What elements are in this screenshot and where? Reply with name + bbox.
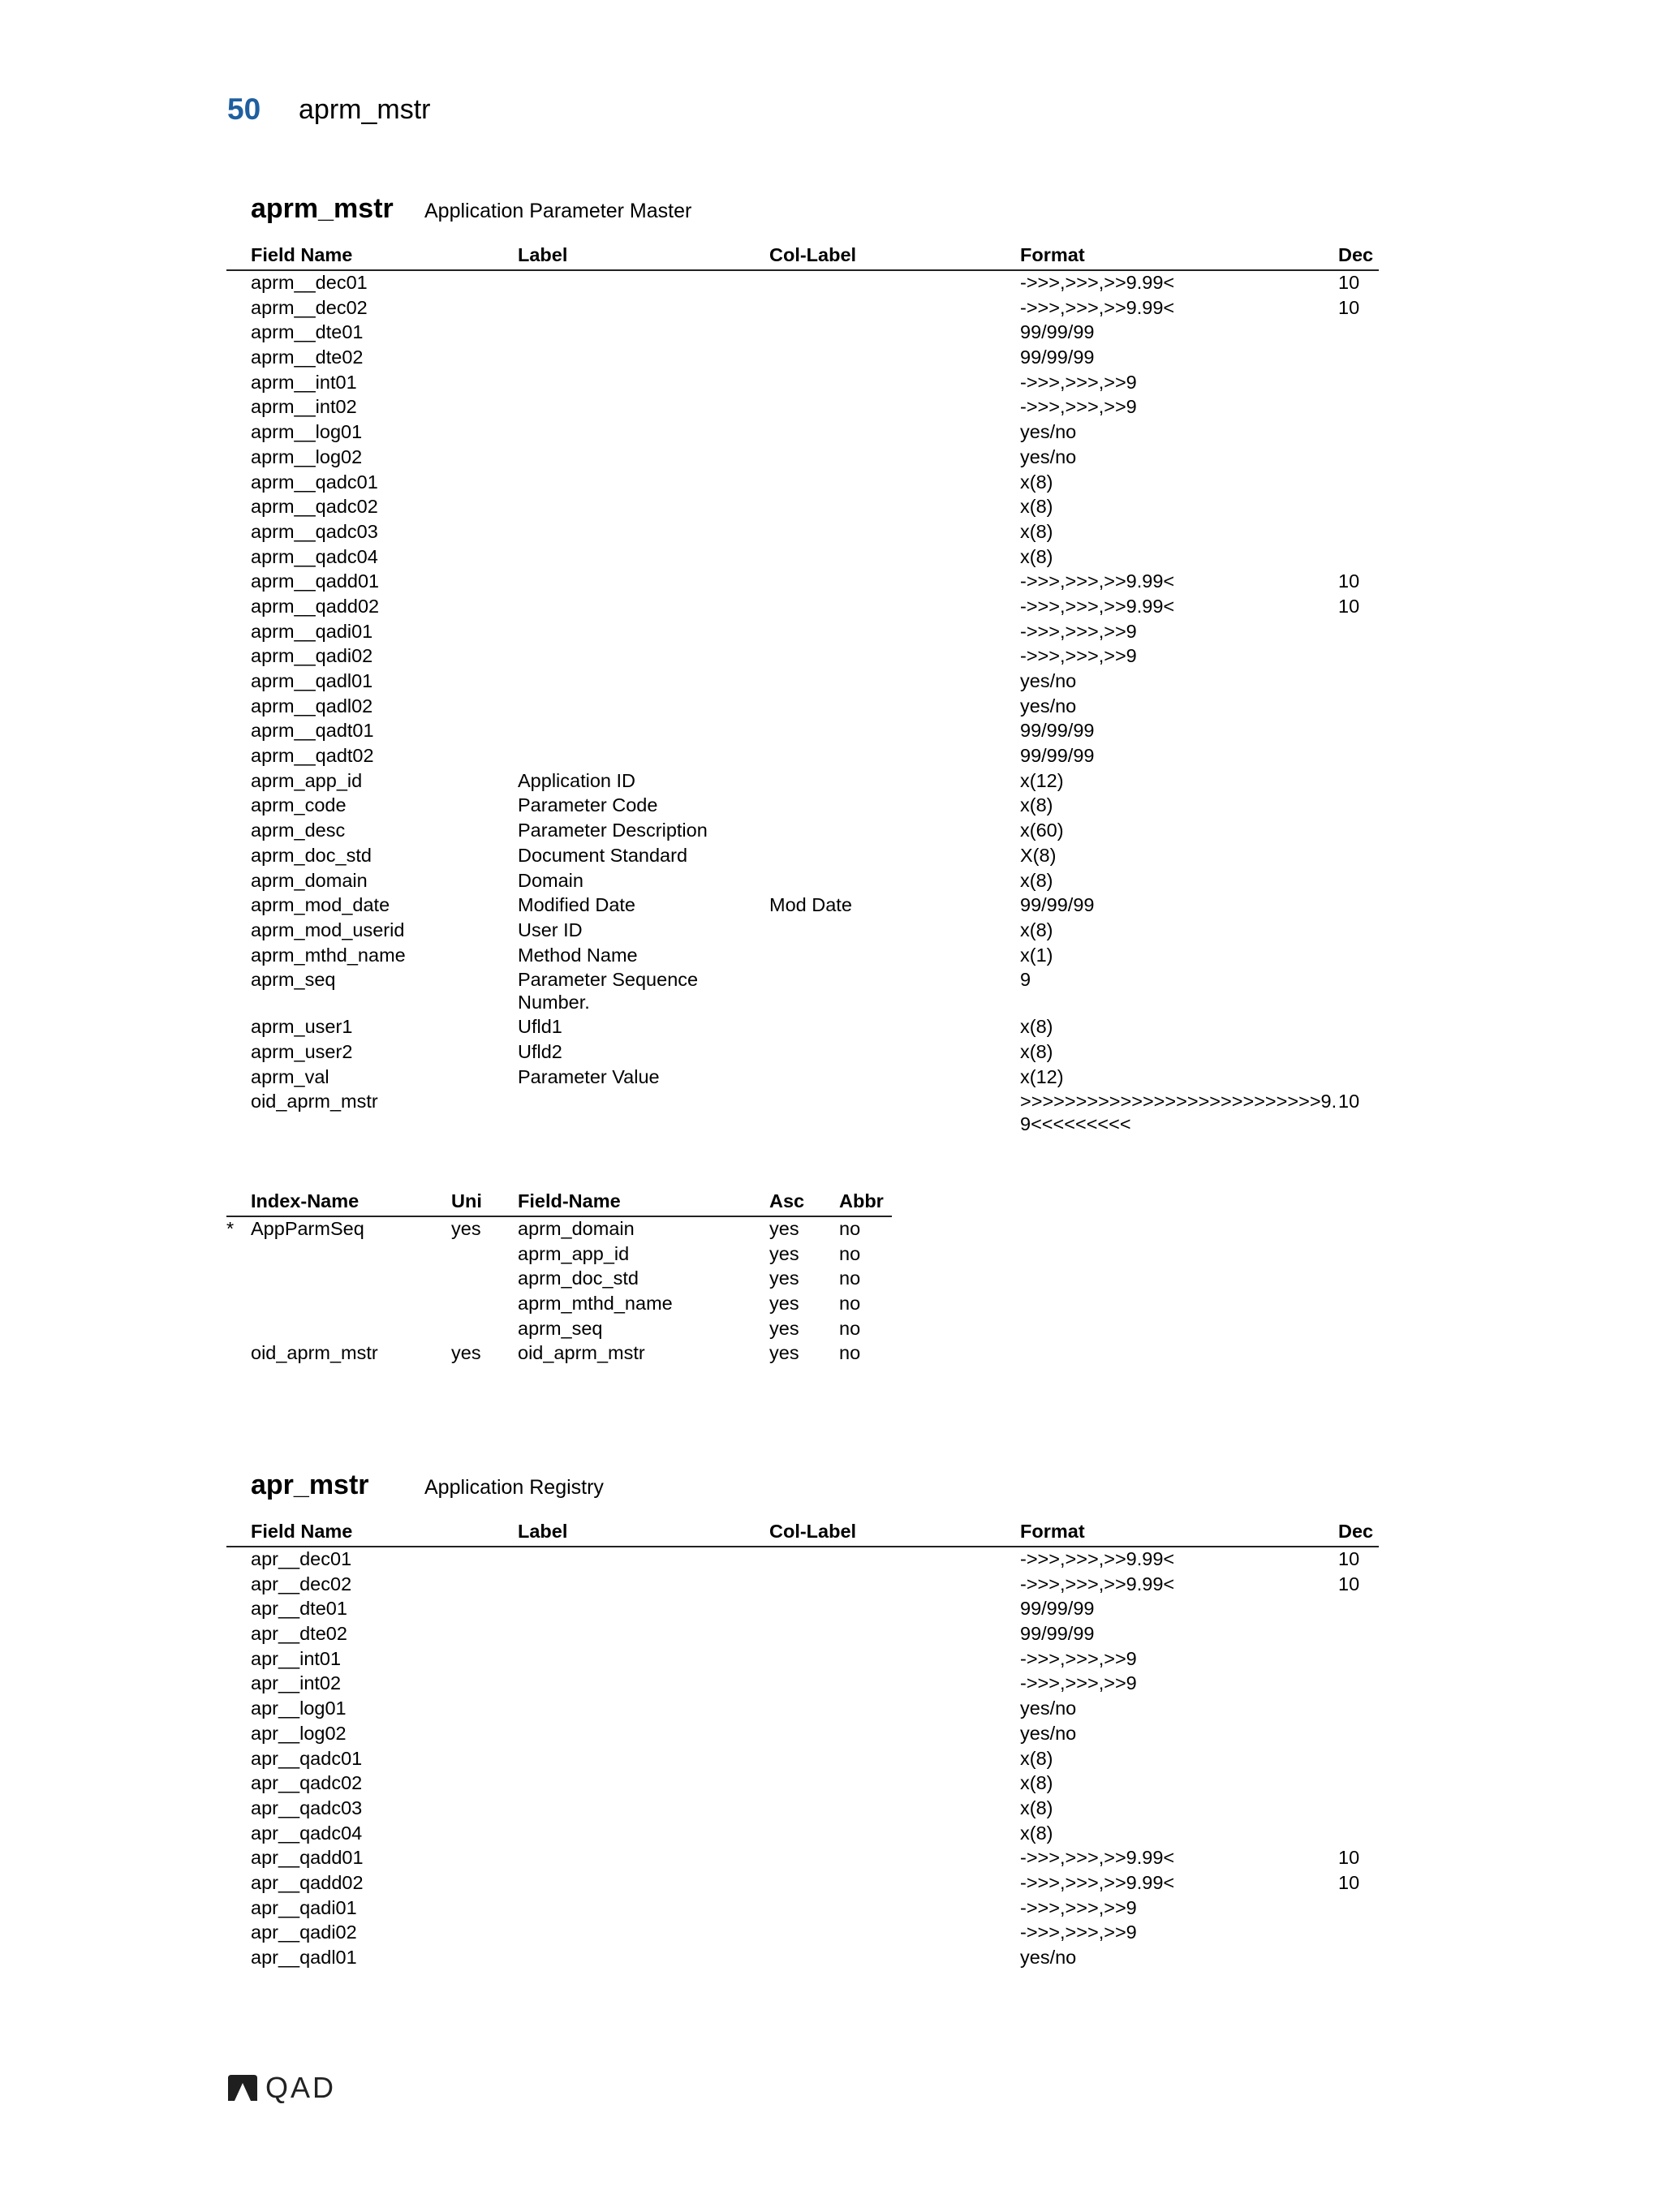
cell-format: x(8) xyxy=(1020,1016,1053,1038)
cell-format: ->>>,>>>,>>9 xyxy=(1020,1896,1137,1918)
table-name: aprm_mstr xyxy=(251,193,394,224)
cell-format: ->>>,>>>,>>9 xyxy=(1020,371,1137,393)
cell-field-name: aprm_user1 xyxy=(251,1016,353,1038)
cell-format: yes/no xyxy=(1020,1698,1077,1719)
cell-label: Application ID xyxy=(518,769,635,791)
table-header-row xyxy=(226,242,1379,271)
cell-format: ->>>,>>>,>>9.99< xyxy=(1020,1548,1175,1569)
table-row xyxy=(226,1871,1379,1896)
cell-format: ->>>,>>>,>>9 xyxy=(1020,1922,1137,1943)
cell-field-name: apr__qadd01 xyxy=(251,1847,364,1869)
cell-field-name: aprm__qadc02 xyxy=(251,496,378,518)
field-table-aprm-mstr xyxy=(226,242,1379,1137)
cell-field-name: apr__dec01 xyxy=(251,1548,352,1569)
cell-format: ->>>,>>>,>>9.99< xyxy=(1020,272,1175,293)
header-col-label: Col-Label xyxy=(769,244,857,265)
cell-format: x(8) xyxy=(1020,496,1053,518)
table-row xyxy=(226,844,1379,869)
index-row xyxy=(226,1292,892,1317)
table-row xyxy=(226,570,1379,595)
header-label: Label xyxy=(518,1521,568,1542)
table-row xyxy=(226,1896,1379,1922)
cell-format: 99/99/99 xyxy=(1020,321,1095,343)
cell-format: 99/99/99 xyxy=(1020,1598,1095,1620)
table-row xyxy=(226,1647,1379,1672)
cell-field-name: aprm_doc_std xyxy=(518,1267,639,1289)
table-row xyxy=(226,644,1379,669)
cell-field-name: apr__dte02 xyxy=(251,1623,347,1645)
table-row xyxy=(226,1822,1379,1847)
cell-index-name: oid_aprm_mstr xyxy=(251,1342,378,1364)
cell-field-name: aprm__log02 xyxy=(251,445,363,467)
table-row xyxy=(226,1547,1379,1573)
cell-format: ->>>,>>>,>>9 xyxy=(1020,396,1137,418)
cell-field-name: aprm_seq xyxy=(518,1317,603,1339)
cell-abbr: no xyxy=(839,1218,861,1239)
cell-field-name: aprm_domain xyxy=(518,1218,635,1239)
cell-field-name: aprm__dec01 xyxy=(251,272,368,293)
table-row xyxy=(226,1946,1379,1971)
table-row xyxy=(226,1040,1379,1065)
cell-field-name: aprm__int01 xyxy=(251,371,357,393)
cell-uni: yes xyxy=(451,1218,481,1239)
header-field-name: Field Name xyxy=(251,1521,353,1542)
cell-label: Ufld1 xyxy=(518,1016,562,1038)
header-field-name: Field-Name xyxy=(518,1190,621,1211)
cell-format: ->>>,>>>,>>9 xyxy=(1020,645,1137,667)
cell-field-name: apr__int02 xyxy=(251,1672,342,1694)
table-name: apr_mstr xyxy=(251,1470,369,1500)
table-row xyxy=(226,893,1379,919)
cell-dec: 10 xyxy=(1338,1871,1360,1893)
table-row xyxy=(226,296,1379,321)
qad-logo xyxy=(226,2071,337,2104)
field-table-apr-mstr xyxy=(226,1518,1379,1971)
cell-format: ->>>,>>>,>>9.99< xyxy=(1020,570,1175,592)
cell-field-name: apr__dte01 xyxy=(251,1598,347,1620)
cell-field-name: aprm_mod_date xyxy=(251,894,390,916)
table-row xyxy=(226,595,1379,620)
cell-format: x(8) xyxy=(1020,1772,1053,1794)
cell-format: yes/no xyxy=(1020,1947,1077,1968)
cell-label: Parameter Sequence Number. xyxy=(518,969,699,1013)
table-row xyxy=(226,719,1379,744)
cell-label: Parameter Code xyxy=(518,794,658,816)
cell-format: x(12) xyxy=(1020,1065,1064,1087)
header-abbr: Abbr xyxy=(839,1190,884,1211)
table-row xyxy=(226,495,1379,520)
table-description: Application Registry xyxy=(424,1476,604,1499)
table-row xyxy=(226,271,1379,296)
cell-field-name: aprm__qadi02 xyxy=(251,645,373,667)
table-row xyxy=(226,321,1379,346)
page-number: 50 xyxy=(227,93,261,126)
cell-format: x(8) xyxy=(1020,1747,1053,1769)
index-row xyxy=(226,1242,892,1267)
cell-label: Document Standard xyxy=(518,844,688,866)
cell-format: x(8) xyxy=(1020,1822,1053,1844)
page-title: aprm_mstr xyxy=(299,94,431,125)
table-row xyxy=(226,769,1379,794)
cell-abbr: no xyxy=(839,1242,861,1264)
table-body xyxy=(226,1547,1379,1971)
cell-asc: yes xyxy=(769,1218,799,1239)
cell-label: Ufld2 xyxy=(518,1040,562,1062)
header-dec: Dec xyxy=(1338,1521,1374,1542)
cell-dec: 10 xyxy=(1338,1573,1360,1594)
table-row xyxy=(226,1921,1379,1946)
table-row xyxy=(226,1672,1379,1697)
cell-format: 99/99/99 xyxy=(1020,745,1095,767)
table-row xyxy=(226,695,1379,720)
cell-field-name: aprm__qadc01 xyxy=(251,471,378,493)
qad-logo-icon xyxy=(226,2073,259,2102)
cell-format: x(60) xyxy=(1020,820,1064,841)
cell-dec: 10 xyxy=(1338,272,1360,293)
cell-asc: yes xyxy=(769,1293,799,1315)
cell-format: x(8) xyxy=(1020,869,1053,891)
cell-col-label: Mod Date xyxy=(769,894,852,916)
table-row xyxy=(226,1697,1379,1722)
cell-field-name: aprm__log01 xyxy=(251,421,363,443)
cell-field-name: apr__log02 xyxy=(251,1722,347,1744)
table-row xyxy=(226,371,1379,396)
cell-field-name: aprm_mthd_name xyxy=(518,1293,673,1315)
cell-dec: 10 xyxy=(1338,1847,1360,1869)
table-row xyxy=(226,620,1379,645)
cell-field-name: aprm_mthd_name xyxy=(251,944,406,966)
cell-field-name: aprm__qadc03 xyxy=(251,520,378,542)
cell-field-name: aprm_desc xyxy=(251,820,346,841)
cell-format: yes/no xyxy=(1020,421,1077,443)
table-row xyxy=(226,1573,1379,1598)
cell-field-name: apr__qadc04 xyxy=(251,1822,363,1844)
cell-format: x(1) xyxy=(1020,944,1053,966)
cell-field-name: apr__qadl01 xyxy=(251,1947,357,1968)
cell-format: 9 xyxy=(1020,969,1031,991)
cell-format: ->>>,>>>,>>9.99< xyxy=(1020,595,1175,617)
cell-format: ->>>,>>>,>>9.99< xyxy=(1020,1847,1175,1869)
cell-label: Domain xyxy=(518,869,583,891)
cell-field-name: aprm_app_id xyxy=(251,769,363,791)
header-format: Format xyxy=(1020,244,1085,265)
table-row xyxy=(226,1747,1379,1772)
cell-field-name: aprm__qadl02 xyxy=(251,695,373,717)
cell-dec: 10 xyxy=(1338,1548,1360,1569)
cell-dec: 10 xyxy=(1338,296,1360,318)
cell-field-name: oid_aprm_mstr xyxy=(251,1091,378,1112)
cell-asc: yes xyxy=(769,1342,799,1364)
cell-field-name: apr__qadi02 xyxy=(251,1922,357,1943)
table-row xyxy=(226,471,1379,496)
cell-abbr: no xyxy=(839,1342,861,1364)
cell-field-name: apr__qadd02 xyxy=(251,1871,364,1893)
header-dec: Dec xyxy=(1338,244,1374,265)
cell-format: yes/no xyxy=(1020,695,1077,717)
index-header-row xyxy=(226,1188,892,1217)
table-body xyxy=(226,271,1379,1137)
table-row xyxy=(226,1015,1379,1040)
table-row xyxy=(226,968,1379,1015)
cell-asc: yes xyxy=(769,1267,799,1289)
cell-field-name: aprm_code xyxy=(251,794,347,816)
table-row xyxy=(226,1771,1379,1797)
cell-format: 99/99/99 xyxy=(1020,1623,1095,1645)
cell-label: Parameter Value xyxy=(518,1065,660,1087)
cell-dec: 10 xyxy=(1338,1091,1360,1112)
cell-label: Parameter Description xyxy=(518,820,708,841)
cell-format: x(8) xyxy=(1020,919,1053,940)
cell-format: x(8) xyxy=(1020,520,1053,542)
cell-field-name: aprm__qadt01 xyxy=(251,720,374,742)
table-row xyxy=(226,395,1379,420)
primary-index-marker: * xyxy=(226,1218,235,1239)
cell-format: ->>>,>>>,>>9.99< xyxy=(1020,1573,1175,1594)
cell-format: ->>>,>>>,>>9 xyxy=(1020,1672,1137,1694)
cell-format: yes/no xyxy=(1020,445,1077,467)
cell-label: Modified Date xyxy=(518,894,635,916)
index-body xyxy=(226,1217,892,1366)
index-row xyxy=(226,1217,892,1242)
cell-dec: 10 xyxy=(1338,595,1360,617)
cell-field-name: apr__log01 xyxy=(251,1698,347,1719)
table-row xyxy=(226,1846,1379,1871)
table-row xyxy=(226,520,1379,545)
table-row xyxy=(226,346,1379,371)
header-format: Format xyxy=(1020,1521,1085,1542)
cell-format: x(12) xyxy=(1020,769,1064,791)
cell-index-name: AppParmSeq xyxy=(251,1218,364,1239)
cell-format: ->>>,>>>,>>9 xyxy=(1020,620,1137,642)
cell-format: 99/99/99 xyxy=(1020,720,1095,742)
table-row xyxy=(226,669,1379,695)
table-row xyxy=(226,819,1379,844)
cell-format: x(8) xyxy=(1020,471,1053,493)
cell-field-name: aprm__qadd02 xyxy=(251,595,380,617)
header-asc: Asc xyxy=(769,1190,805,1211)
logo-wordmark: QAD xyxy=(265,2071,337,2104)
table-row xyxy=(226,1090,1379,1137)
cell-field-name: aprm__dte01 xyxy=(251,321,364,343)
cell-format: 99/99/99 xyxy=(1020,894,1095,916)
table-row xyxy=(226,1797,1379,1822)
cell-field-name: apr__qadc03 xyxy=(251,1797,363,1818)
index-table-aprm-mstr xyxy=(226,1188,892,1366)
cell-abbr: no xyxy=(839,1317,861,1339)
cell-label: User ID xyxy=(518,919,583,940)
cell-asc: yes xyxy=(769,1242,799,1264)
table-row xyxy=(226,919,1379,944)
cell-field-name: apr__qadc01 xyxy=(251,1747,363,1769)
table-row xyxy=(226,744,1379,769)
cell-abbr: no xyxy=(839,1293,861,1315)
cell-field-name: aprm__dec02 xyxy=(251,296,368,318)
table-row xyxy=(226,1622,1379,1647)
table-row xyxy=(226,445,1379,471)
table-row xyxy=(226,1065,1379,1091)
table-row xyxy=(226,794,1379,819)
cell-field-name: oid_aprm_mstr xyxy=(518,1342,645,1364)
index-row xyxy=(226,1267,892,1292)
header-label: Label xyxy=(518,244,568,265)
cell-field-name: aprm__int02 xyxy=(251,396,357,418)
table-row xyxy=(226,545,1379,570)
cell-abbr: no xyxy=(839,1267,861,1289)
cell-format: ->>>,>>>,>>9.99< xyxy=(1020,1871,1175,1893)
table-row xyxy=(226,420,1379,445)
table-row xyxy=(226,869,1379,894)
cell-field-name: aprm__qadd01 xyxy=(251,570,380,592)
table-description: Application Parameter Master xyxy=(424,200,692,222)
table-header-row xyxy=(226,1518,1379,1547)
cell-field-name: apr__qadc02 xyxy=(251,1772,363,1794)
cell-format: ->>>,>>>,>>9.99< xyxy=(1020,296,1175,318)
cell-field-name: aprm__qadc04 xyxy=(251,545,378,567)
cell-format: x(8) xyxy=(1020,545,1053,567)
cell-format: ->>>,>>>,>>9 xyxy=(1020,1647,1137,1669)
cell-format: 99/99/99 xyxy=(1020,346,1095,368)
cell-field-name: aprm__qadi01 xyxy=(251,620,373,642)
cell-field-name: aprm__qadl01 xyxy=(251,670,373,691)
header-col-label: Col-Label xyxy=(769,1521,857,1542)
cell-field-name: aprm_user2 xyxy=(251,1040,353,1062)
cell-field-name: apr__int01 xyxy=(251,1647,342,1669)
cell-format: x(8) xyxy=(1020,1040,1053,1062)
table-row xyxy=(226,1597,1379,1622)
cell-format: >>>>>>>>>>>>>>>>>>>>>>>>>>>9.9<<<<<<<<< xyxy=(1020,1091,1337,1135)
header-index-name: Index-Name xyxy=(251,1190,360,1211)
cell-format: x(8) xyxy=(1020,794,1053,816)
cell-field-name: aprm_mod_userid xyxy=(251,919,405,940)
cell-field-name: aprm__qadt02 xyxy=(251,745,374,767)
cell-uni: yes xyxy=(451,1342,481,1364)
cell-asc: yes xyxy=(769,1317,799,1339)
cell-field-name: aprm_doc_std xyxy=(251,844,372,866)
cell-field-name: apr__dec02 xyxy=(251,1573,352,1594)
cell-format: x(8) xyxy=(1020,1797,1053,1818)
index-row xyxy=(226,1317,892,1342)
table-row xyxy=(226,1722,1379,1747)
cell-field-name: aprm__dte02 xyxy=(251,346,364,368)
header-field-name: Field Name xyxy=(251,244,353,265)
cell-format: X(8) xyxy=(1020,844,1057,866)
cell-label: Method Name xyxy=(518,944,638,966)
index-row xyxy=(226,1341,892,1366)
cell-field-name: aprm_domain xyxy=(251,869,368,891)
table-row xyxy=(226,944,1379,969)
cell-field-name: apr__qadi01 xyxy=(251,1896,357,1918)
cell-dec: 10 xyxy=(1338,570,1360,592)
cell-format: yes/no xyxy=(1020,1722,1077,1744)
cell-field-name: aprm_seq xyxy=(251,969,336,991)
cell-field-name: aprm_val xyxy=(251,1065,329,1087)
cell-format: yes/no xyxy=(1020,670,1077,691)
cell-field-name: aprm_app_id xyxy=(518,1242,630,1264)
header-uni: Uni xyxy=(451,1190,482,1211)
